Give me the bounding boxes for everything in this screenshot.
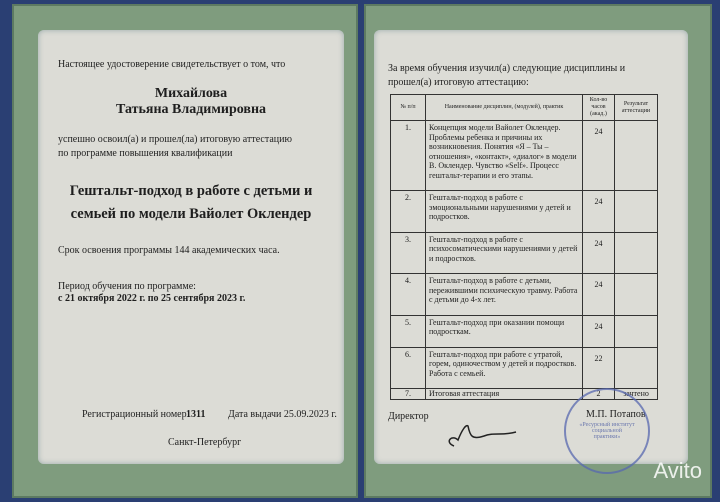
duration-text: Срок освоения программы 144 академических часа. (58, 245, 280, 256)
row-hours: 24 (583, 121, 615, 191)
completed-text-2: по программе повышения квалификации (58, 148, 233, 159)
right-paper (374, 30, 688, 464)
row-number: 7. (391, 389, 426, 400)
row-result: зачтено (615, 389, 658, 400)
row-discipline: Концепция модели Вайолет Оклендер. Проблемы ребенка и причины их возникновения. Понятия «Я – Ты – отношения», «контакт», «диалог» в модели В. Оклендер. Чувство «Self». Процесс гештальт-терапии и его этапы. (426, 121, 583, 191)
row-result (615, 274, 658, 316)
table-header (391, 95, 658, 121)
left-paper (38, 30, 344, 464)
table-row (391, 232, 658, 274)
stamp-icon (564, 388, 650, 474)
table-row (391, 274, 658, 316)
program-title-2: семьей по модели Вайолет Оклендер (70, 206, 312, 222)
table-row (391, 347, 658, 389)
table-row (391, 121, 658, 191)
row-discipline: Гештальт-подход в работе с детьми, пережившими психическую травму. Работа с детьми до 4-х лет. (426, 274, 583, 316)
row-number: 5. (391, 315, 426, 347)
row-hours: 2 (583, 389, 615, 400)
header-number: № п/п (391, 95, 426, 121)
reg-label: Регистрационный номер (82, 409, 187, 420)
left-page (12, 4, 358, 498)
row-result (615, 315, 658, 347)
row-number: 3. (391, 232, 426, 274)
row-hours: 24 (583, 315, 615, 347)
row-discipline: Гештальт-подход при оказании помощи подросткам. (426, 315, 583, 347)
row-discipline: Гештальт-подход в работе с эмоциональными нарушениями у детей и подростков. (426, 191, 583, 233)
intro-text: Настоящее удостоверение свидетельствует о том, что (58, 59, 286, 70)
row-discipline: Гештальт-подход в работе с психосоматическими нарушениями у детей и подростков. (426, 232, 583, 274)
right-intro-2: прошел(а) итоговую аттестацию: (388, 77, 529, 88)
completed-text: успешно освоил(а) и прошел(ла) итоговую аттестацию (58, 134, 292, 145)
row-number: 2. (391, 191, 426, 233)
table-row (391, 191, 658, 233)
row-discipline: Итоговая аттестация (426, 389, 583, 400)
row-result (615, 347, 658, 389)
row-number: 4. (391, 274, 426, 316)
disciplines-table (390, 94, 658, 400)
director-label: Директор (388, 411, 429, 422)
issue-date: Дата выдачи 25.09.2023 г. (228, 409, 337, 420)
director-name: М.П. Потапов (586, 409, 646, 420)
city: Санкт-Петербург (168, 437, 242, 448)
signature-icon (444, 422, 524, 452)
program-title-1: Гештальт-подход в работе с детьми и (69, 183, 313, 199)
row-number: 6. (391, 347, 426, 389)
row-result (615, 232, 658, 274)
recipient-name: Татьяна Владимировна (115, 102, 267, 117)
header-name: Наименование дисциплин, (модулей), практик (426, 95, 583, 121)
row-discipline: Гештальт-подход при работе с утратой, горем, одиночеством у детей и подростков. Работа с семьей. (426, 347, 583, 389)
row-hours: 24 (583, 191, 615, 233)
right-page (364, 4, 712, 498)
header-hours: Кол-во часов (акад.) (583, 95, 615, 121)
row-result (615, 121, 658, 191)
recipient-surname: Михайлова (154, 86, 228, 101)
row-hours: 24 (583, 232, 615, 274)
row-hours: 22 (583, 347, 615, 389)
row-hours: 24 (583, 274, 615, 316)
stamp-text: «Ресурсный институт социальной практики» (579, 422, 635, 440)
row-number: 1. (391, 121, 426, 191)
reg-number: 1311 (186, 409, 206, 420)
period-dates: с 21 октября 2022 г. по 25 сентября 2023 г. (58, 293, 246, 304)
avito-watermark: Avito (653, 458, 702, 483)
table-row (391, 315, 658, 347)
period-label: Период обучения по программе: (58, 281, 196, 292)
row-result (615, 191, 658, 233)
header-result: Результат аттестации (615, 95, 658, 121)
right-intro-1: За время обучения изучил(а) следующие дисциплины и (388, 63, 626, 74)
